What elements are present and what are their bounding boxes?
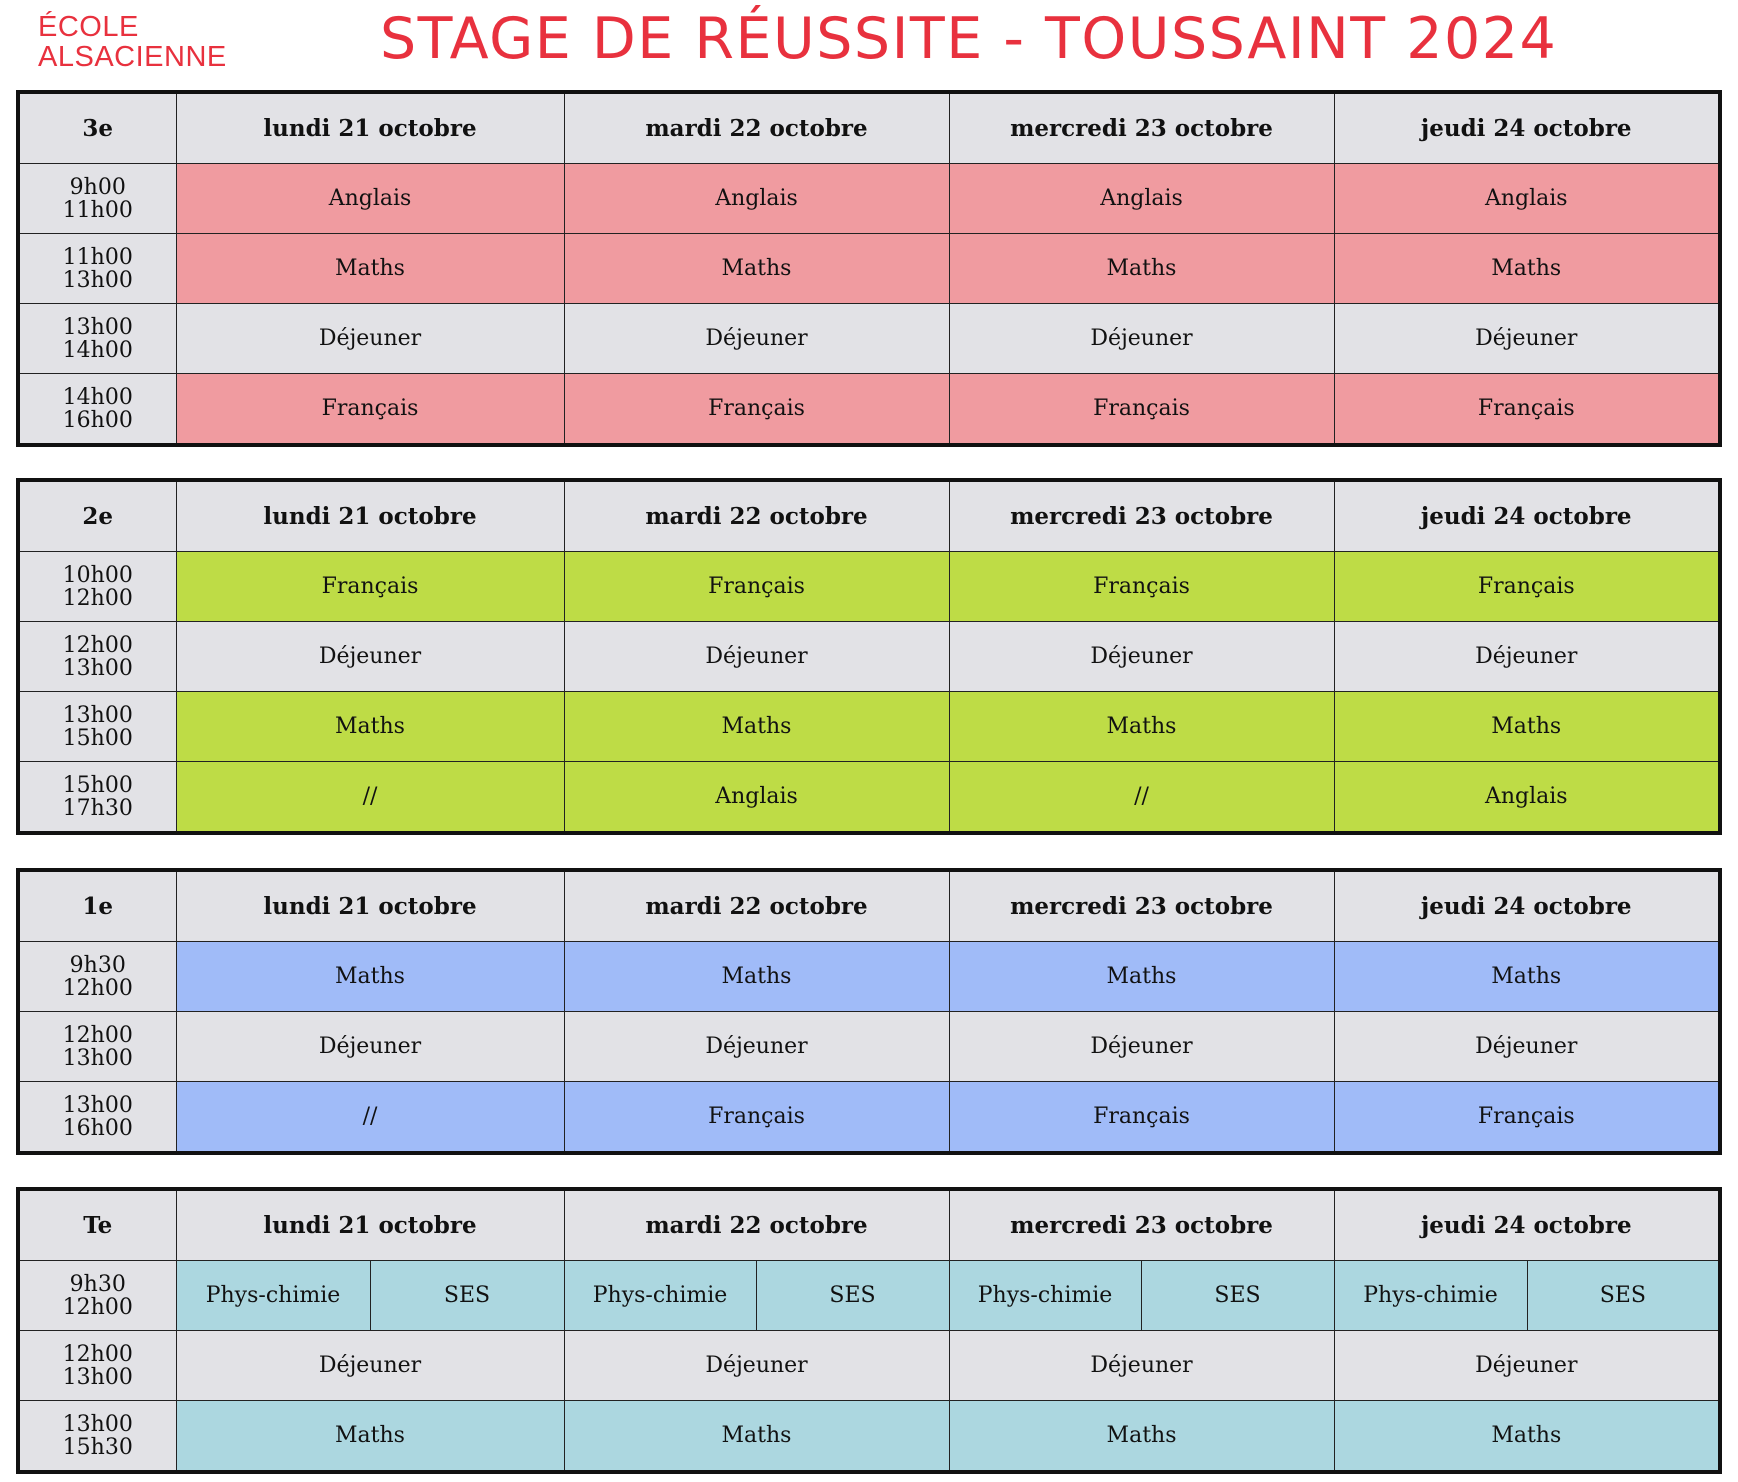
table-header-row (18, 480, 1720, 552)
time-end: 17h30 (62, 795, 133, 821)
time-end: 11h00 (62, 197, 133, 223)
day-header: jeudi 24 octobre (1334, 92, 1720, 164)
course-cell: SES (1141, 1261, 1334, 1331)
course-cell: Maths (949, 234, 1334, 304)
course-cell: Français (1334, 1082, 1720, 1154)
course-cell: Phys-chimie (564, 1261, 756, 1331)
time-start: 9h30 (69, 952, 126, 978)
course-cell: Maths (564, 692, 949, 762)
course-cell: Maths (176, 234, 564, 304)
day-header: mardi 22 octobre (564, 870, 949, 942)
course-cell: Français (1334, 374, 1720, 446)
course-cell: // (949, 762, 1334, 834)
time-start: 9h30 (69, 1271, 126, 1297)
time-end: 12h00 (62, 1294, 133, 1320)
course-cell: Maths (564, 942, 949, 1012)
time-start: 12h00 (62, 632, 133, 658)
time-end: 13h00 (62, 1045, 133, 1071)
lunch-cell: Déjeuner (949, 304, 1334, 374)
time-end: 15h30 (62, 1434, 133, 1460)
table-row (18, 234, 1720, 304)
time-end: 15h00 (62, 725, 133, 751)
lunch-cell: Déjeuner (564, 1012, 949, 1082)
time-end: 16h00 (62, 407, 133, 433)
table-header-row (18, 870, 1720, 942)
day-header: mercredi 23 octobre (949, 480, 1334, 552)
logo-line-1: ÉCOLE (38, 11, 139, 43)
day-header: jeudi 24 octobre (1334, 1189, 1720, 1261)
course-cell: Maths (564, 1401, 949, 1473)
time-end: 13h00 (62, 655, 133, 681)
table-row (18, 622, 1720, 692)
lunch-cell: Déjeuner (1334, 1331, 1720, 1401)
time-slot (18, 374, 176, 446)
time-slot (18, 1012, 176, 1082)
course-cell: Français (176, 552, 564, 622)
schedule-table-2e (16, 478, 1722, 835)
lunch-cell: Déjeuner (176, 622, 564, 692)
course-cell: Maths (1334, 942, 1720, 1012)
time-end: 12h00 (62, 975, 133, 1001)
course-cell: Maths (1334, 234, 1720, 304)
course-cell: Phys-chimie (1334, 1261, 1527, 1331)
day-header: mercredi 23 octobre (949, 1189, 1334, 1261)
time-end: 16h00 (62, 1115, 133, 1141)
page-title: STAGE DE RÉUSSITE - TOUSSAINT 2024 (380, 6, 1558, 72)
level-label: 2e (18, 480, 176, 552)
lunch-cell: Déjeuner (949, 622, 1334, 692)
lunch-cell: Déjeuner (1334, 622, 1720, 692)
time-start: 13h00 (62, 702, 133, 728)
lunch-cell: Déjeuner (176, 304, 564, 374)
logo-line-2: ALSACIENNE (38, 41, 227, 73)
time-slot (18, 164, 176, 234)
time-start: 10h00 (62, 562, 133, 588)
course-cell: Français (564, 552, 949, 622)
course-cell: Anglais (176, 164, 564, 234)
table-row (18, 942, 1720, 1012)
course-cell: Français (949, 1082, 1334, 1154)
course-cell: Anglais (564, 164, 949, 234)
time-start: 9h00 (69, 174, 126, 200)
course-cell: Phys-chimie (949, 1261, 1141, 1331)
course-cell: Anglais (564, 762, 949, 834)
lunch-cell: Déjeuner (949, 1012, 1334, 1082)
table-row (18, 164, 1720, 234)
time-slot (18, 762, 176, 834)
course-cell: Maths (949, 1401, 1334, 1473)
day-header: lundi 21 octobre (176, 870, 564, 942)
time-slot (18, 622, 176, 692)
course-cell: Anglais (1334, 164, 1720, 234)
time-start: 15h00 (62, 772, 133, 798)
course-cell: Français (564, 374, 949, 446)
course-cell: Anglais (1334, 762, 1720, 834)
course-cell: Anglais (949, 164, 1334, 234)
time-slot (18, 1331, 176, 1401)
course-cell: Français (564, 1082, 949, 1154)
level-label: Te (18, 1189, 176, 1261)
time-start: 12h00 (62, 1022, 133, 1048)
table-row (18, 1401, 1720, 1473)
table-row (18, 1012, 1720, 1082)
course-cell: Maths (176, 1401, 564, 1473)
time-slot (18, 234, 176, 304)
course-cell: Maths (176, 942, 564, 1012)
course-cell: SES (370, 1261, 564, 1331)
time-slot (18, 942, 176, 1012)
course-cell: SES (756, 1261, 949, 1331)
lunch-cell: Déjeuner (1334, 304, 1720, 374)
time-end: 13h00 (62, 267, 133, 293)
day-header: mardi 22 octobre (564, 1189, 949, 1261)
time-slot (18, 1082, 176, 1154)
time-end: 13h00 (62, 1364, 133, 1390)
lunch-cell: Déjeuner (176, 1331, 564, 1401)
course-cell: Français (176, 374, 564, 446)
table-row (18, 304, 1720, 374)
time-slot (18, 692, 176, 762)
lunch-cell: Déjeuner (176, 1012, 564, 1082)
course-cell: // (176, 1082, 564, 1154)
table-row (18, 1261, 1720, 1331)
lunch-cell: Déjeuner (564, 622, 949, 692)
time-slot (18, 1261, 176, 1331)
day-header: mardi 22 octobre (564, 480, 949, 552)
course-cell: SES (1527, 1261, 1720, 1331)
day-header: lundi 21 octobre (176, 1189, 564, 1261)
time-slot (18, 1401, 176, 1473)
time-slot (18, 552, 176, 622)
course-cell: Français (949, 374, 1334, 446)
course-cell: // (176, 762, 564, 834)
course-cell: Maths (176, 692, 564, 762)
time-end: 14h00 (62, 337, 133, 363)
day-header: lundi 21 octobre (176, 480, 564, 552)
schedule-table-1e (16, 868, 1722, 1155)
table-row (18, 1331, 1720, 1401)
table-header-row (18, 1189, 1720, 1261)
day-header: mardi 22 octobre (564, 92, 949, 164)
lunch-cell: Déjeuner (1334, 1012, 1720, 1082)
level-label: 1e (18, 870, 176, 942)
course-cell: Maths (949, 942, 1334, 1012)
time-slot (18, 304, 176, 374)
course-cell: Français (949, 552, 1334, 622)
table-row (18, 1082, 1720, 1154)
time-end: 12h00 (62, 585, 133, 611)
course-cell: Phys-chimie (176, 1261, 370, 1331)
table-header-row (18, 92, 1720, 164)
level-label: 3e (18, 92, 176, 164)
time-start: 13h00 (62, 314, 133, 340)
course-cell: Maths (1334, 1401, 1720, 1473)
school-logo (38, 12, 227, 72)
table-row (18, 692, 1720, 762)
table-row (18, 762, 1720, 834)
time-start: 11h00 (62, 244, 133, 270)
time-start: 12h00 (62, 1341, 133, 1367)
table-row (18, 374, 1720, 446)
course-cell: Français (1334, 552, 1720, 622)
day-header: jeudi 24 octobre (1334, 480, 1720, 552)
table-row (18, 552, 1720, 622)
course-cell: Maths (1334, 692, 1720, 762)
day-header: mercredi 23 octobre (949, 92, 1334, 164)
lunch-cell: Déjeuner (564, 1331, 949, 1401)
time-start: 13h00 (62, 1411, 133, 1437)
time-start: 13h00 (62, 1092, 133, 1118)
day-header: lundi 21 octobre (176, 92, 564, 164)
schedule-table-3e (16, 90, 1722, 447)
lunch-cell: Déjeuner (564, 304, 949, 374)
day-header: mercredi 23 octobre (949, 870, 1334, 942)
course-cell: Maths (949, 692, 1334, 762)
course-cell: Maths (564, 234, 949, 304)
time-start: 14h00 (62, 384, 133, 410)
schedule-table-te (16, 1187, 1722, 1474)
day-header: jeudi 24 octobre (1334, 870, 1720, 942)
lunch-cell: Déjeuner (949, 1331, 1334, 1401)
